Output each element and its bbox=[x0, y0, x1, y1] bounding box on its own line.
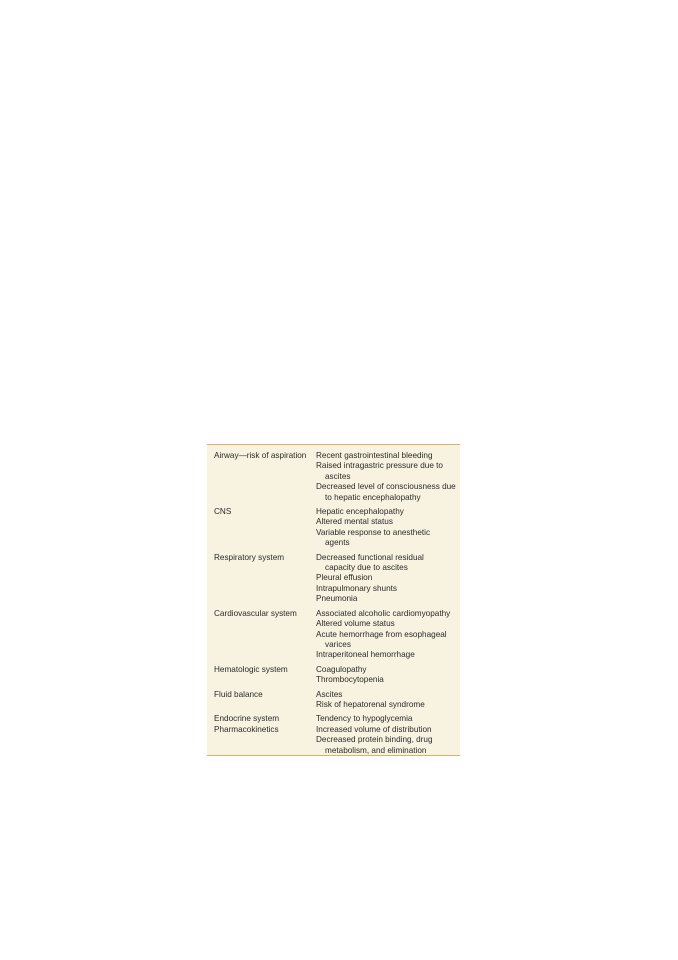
table-row bbox=[214, 686, 456, 711]
findings-cell bbox=[316, 686, 456, 711]
system-cell bbox=[214, 725, 316, 756]
finding-item: Associated alcoholic cardiomyopathy bbox=[316, 608, 451, 618]
system-label: Fluid balance bbox=[214, 689, 263, 699]
finding-item: Raised intragastric pressure due to ascites bbox=[316, 461, 443, 481]
finding-item: Variable response to anesthetic agents bbox=[316, 527, 431, 548]
finding-item: Altered mental status bbox=[316, 517, 393, 527]
findings-cell bbox=[316, 605, 456, 661]
finding-item: Pleural effusion bbox=[316, 573, 373, 583]
finding-item: Coagulopathy bbox=[316, 664, 367, 674]
findings-cell bbox=[316, 549, 456, 605]
system-cell bbox=[214, 549, 316, 605]
finding-item: Altered volume status bbox=[316, 619, 395, 629]
finding-item: Decreased functional residual capacity due to ascites bbox=[316, 552, 424, 573]
system-label: Respiratory system bbox=[214, 552, 285, 562]
findings-cell bbox=[316, 710, 456, 724]
finding-item: Ascites bbox=[316, 689, 343, 699]
findings-cell bbox=[316, 451, 456, 503]
system-cell bbox=[214, 605, 316, 661]
finding-item: Decreased level of consciousness due to hepatic encephalopathy bbox=[316, 482, 456, 502]
findings-cell bbox=[316, 661, 456, 686]
finding-item: Risk of hepatorenal syndrome bbox=[316, 699, 425, 709]
finding-item: Thrombocytopenia bbox=[316, 675, 384, 685]
table-row bbox=[214, 605, 456, 661]
table-row bbox=[214, 725, 456, 756]
finding-item: Intrapulmonary shunts bbox=[316, 583, 398, 593]
system-label: Cardiovascular system bbox=[214, 608, 297, 618]
system-label: Pharmacokinetics bbox=[214, 724, 279, 734]
findings-cell bbox=[316, 503, 456, 549]
table-row bbox=[214, 549, 456, 605]
system-cell bbox=[214, 451, 316, 503]
table-row bbox=[214, 661, 456, 686]
finding-item: Tendency to hypoglycemia bbox=[316, 714, 413, 724]
system-label: Airway—risk of aspiration bbox=[214, 451, 307, 460]
finding-item: Recent gastrointestinal bleeding bbox=[316, 451, 433, 460]
finding-item: Intraperitoneal hemorrhage bbox=[316, 650, 415, 660]
considerations-table-grid bbox=[214, 451, 456, 756]
finding-item: Increased volume of distribution bbox=[316, 724, 432, 734]
table-body bbox=[214, 451, 456, 756]
finding-item: Pneumonia bbox=[316, 594, 358, 604]
system-label: CNS bbox=[214, 507, 232, 517]
finding-item: Hepatic encephalopathy bbox=[316, 507, 404, 517]
table-row bbox=[214, 451, 456, 503]
table-row bbox=[214, 710, 456, 724]
system-label: Hematologic system bbox=[214, 664, 288, 674]
system-cell bbox=[214, 686, 316, 711]
finding-item: Decreased protein binding, drug metabolism, and elimination bbox=[316, 735, 433, 755]
findings-cell bbox=[316, 725, 456, 756]
table-row bbox=[214, 503, 456, 549]
system-label: Endocrine system bbox=[214, 714, 280, 724]
system-cell bbox=[214, 503, 316, 549]
considerations-table bbox=[207, 444, 460, 756]
finding-item: Acute hemorrhage from esophageal varices bbox=[316, 629, 447, 649]
system-cell bbox=[214, 710, 316, 724]
system-cell bbox=[214, 661, 316, 686]
